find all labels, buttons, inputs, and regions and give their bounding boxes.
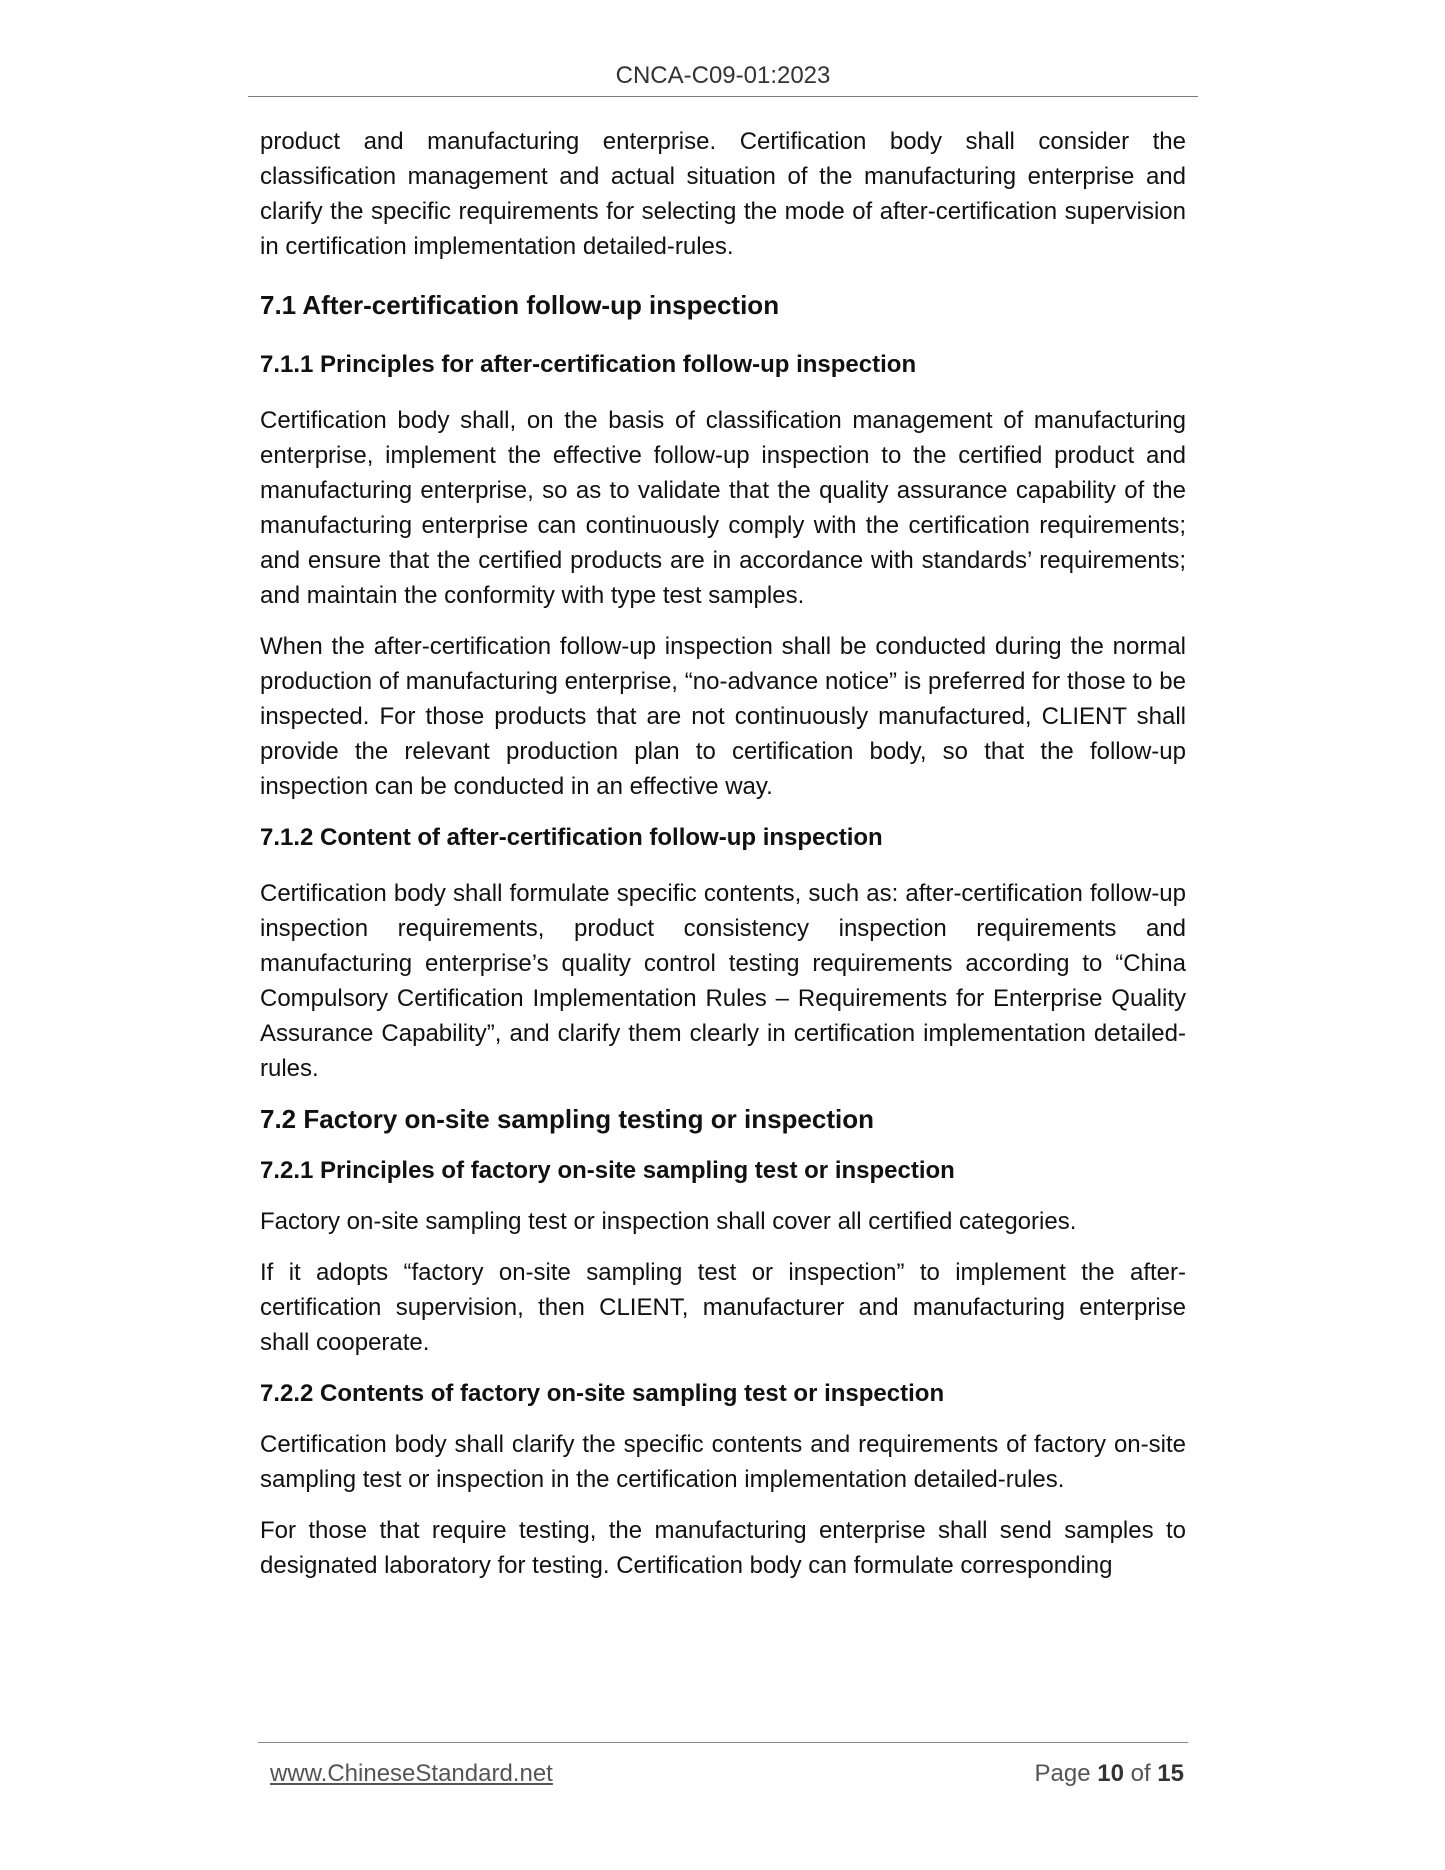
- paragraph-no-advance-notice: When the after-certification follow-up inspection shall be conducted during the normal production of manufacturing enterprise, “no-advance notice” is preferred for those to be inspected. For those products that are not continuously manufactured, CLIENT shall provide the relevant production plan to certification body, so that the follow-up inspection can be conducted in an effective way.: [260, 633, 1186, 800]
- heading-7-2-2: 7.2.2 Contents of factory on-site sampling test or inspection: [260, 1380, 945, 1407]
- page-total-number: 15: [1157, 1760, 1184, 1787]
- paragraph-intro-continued: product and manufacturing enterprise. Certification body shall consider the classification management and actual situation of the manufacturing enterprise and clarify the specific requirements for selecting the mode of after-certification supervision in certification implementation detailed-rules.: [260, 128, 1186, 260]
- paragraph-cover-categories: Factory on-site sampling test or inspection shall cover all certified categories.: [260, 1208, 1077, 1235]
- page-of-label: of: [1130, 1760, 1151, 1787]
- page-label: Page: [1034, 1760, 1091, 1787]
- heading-7-2: 7.2 Factory on-site sampling testing or inspection: [260, 1104, 874, 1134]
- footer-website-link[interactable]: www.ChineseStandard.net: [270, 1760, 553, 1787]
- heading-7-2-1: 7.2.1 Principles of factory on-site sampling test or inspection: [260, 1157, 955, 1184]
- header-divider: [248, 96, 1198, 97]
- paragraph-sampling-contents: Certification body shall clarify the specific contents and requirements of factory on-site sampling test or inspection in the certification implementation detailed-rules.: [260, 1431, 1186, 1493]
- footer-divider: [258, 1742, 1188, 1743]
- paragraph-client-cooperate: If it adopts “factory on-site sampling test or inspection” to implement the after-certification supervision, then CLIENT, manufacturer and manufacturing enterprise shall cooperate.: [260, 1259, 1186, 1356]
- heading-7-1-2: 7.1.2 Content of after-certification follow-up inspection: [260, 824, 883, 851]
- paragraph-send-samples: For those that require testing, the manufacturing enterprise shall send samples to designated laboratory for testing. Certification body can formulate corresponding: [260, 1517, 1186, 1579]
- document-body: [260, 124, 1186, 1609]
- heading-7-1-1: 7.1.1 Principles for after-certification follow-up inspection: [260, 351, 917, 378]
- page-header-doc-code: CNCA-C09-01:2023: [615, 62, 831, 89]
- footer-page-indicator: [1035, 1760, 1185, 1788]
- paragraph-follow-up-content: Certification body shall formulate specific contents, such as: after-certification follow-up inspection requirements, product consistency inspection requirements and manufacturing enterprise’s quality control testing requirements according to “China Compulsory Certification Implementation Rules – Requirements for Enterprise Quality Assurance Capability”, and clarify them clearly in certification implementation detailed-rules.: [260, 880, 1186, 1082]
- paragraph-follow-up-principles: Certification body shall, on the basis of classification management of manufacturing enterprise, implement the effective follow-up inspection to the certified product and manufacturing enterprise, so as to validate that the quality assurance capability of the manufacturing enterprise can continuously comply with the certification requirements; and ensure that the certified products are in accordance with standards’ requirements; and maintain the conformity with type test samples.: [260, 407, 1186, 609]
- page-current-number: 10: [1097, 1760, 1124, 1787]
- heading-7-1: 7.1 After-certification follow-up inspection: [260, 290, 780, 320]
